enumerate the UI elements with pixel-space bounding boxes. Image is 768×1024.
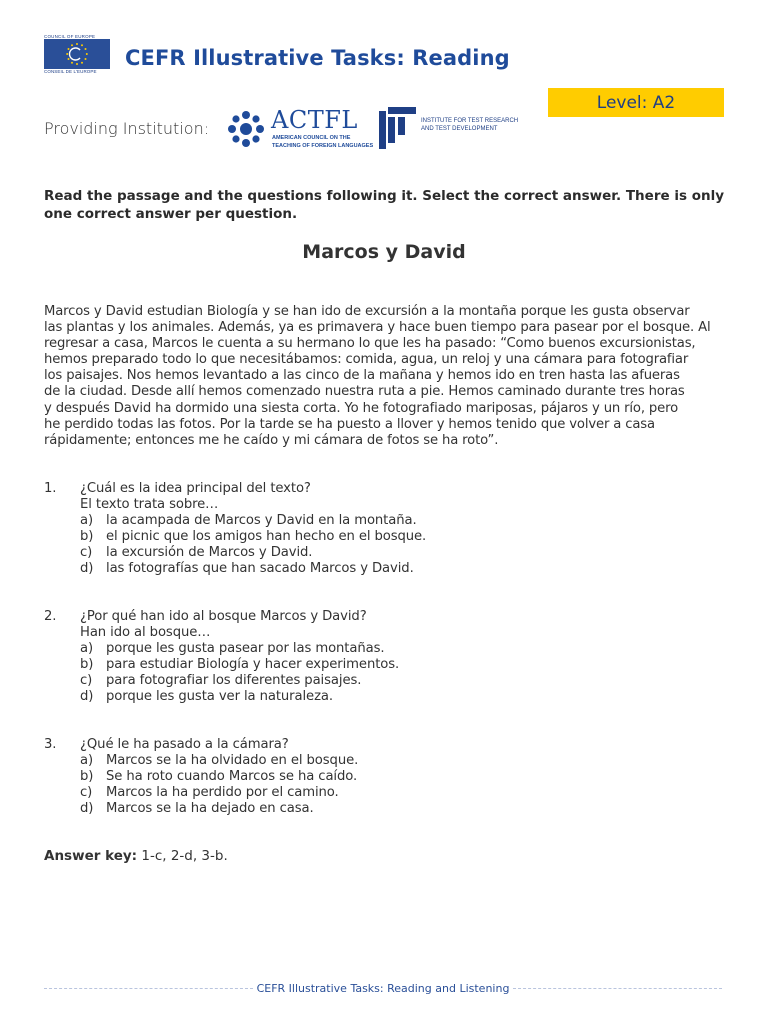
actfl-logo — [225, 106, 374, 153]
question-3 — [44, 737, 734, 817]
option-text: Se ha roto cuando Marcos se ha caído. — [106, 769, 358, 785]
passage-line: y después David ha dormido una siesta corta. Yo he fotografiado mariposas, pájaros y un río, pero — [44, 400, 679, 416]
option-text: Marcos se la ha olvidado en el bosque. — [106, 753, 359, 769]
actfl-subtitle-2: TEACHING OF FOREIGN LANGUAGES — [272, 143, 374, 149]
option-text: las fotografías que han sacado Marcos y David. — [106, 561, 414, 577]
answer-option[interactable] — [44, 785, 734, 801]
answer-key-value: 1-c, 2-d, 3-b. — [141, 848, 228, 864]
option-letter: a) — [80, 753, 94, 769]
answer-option[interactable] — [44, 561, 734, 577]
option-letter: a) — [80, 641, 94, 657]
option-letter: d) — [80, 689, 94, 705]
answer-option[interactable] — [44, 689, 734, 705]
option-letter: d) — [80, 561, 94, 577]
passage-line: rápidamente; entonces me he caído y mi cámara de fotos se ha roto”. — [44, 432, 499, 448]
org-name-top: COUNCIL OF EUROPE — [44, 34, 96, 39]
option-text: la excursión de Marcos y David. — [106, 545, 313, 561]
actfl-emblem-icon — [228, 111, 264, 147]
option-letter: c) — [80, 673, 93, 689]
option-letter: c) — [80, 545, 93, 561]
question-text: ¿Qué le ha pasado a la cámara? — [80, 737, 289, 752]
option-letter: b) — [80, 529, 94, 545]
question-text: ¿Cuál es la idea principal del texto? — [80, 481, 311, 496]
question-stem: Han ido al bosque… — [80, 625, 211, 641]
passage-title: Marcos y David — [302, 241, 466, 263]
answer-option[interactable] — [44, 513, 734, 529]
ittr-emblem-icon — [378, 107, 418, 149]
org-name-bottom: CONSEIL DE L'EUROPE — [44, 69, 97, 74]
option-text: el picnic que los amigos han hecho en el bosque. — [106, 529, 427, 545]
option-letter: d) — [80, 801, 94, 817]
answer-key — [44, 848, 228, 864]
question-stem: El texto trata sobre… — [80, 497, 219, 513]
answer-option[interactable] — [44, 529, 734, 545]
option-text: porque les gusta pasear por las montañas. — [106, 641, 385, 657]
passage-line: los paisajes. Nos hemos levantado a las cinco de la mañana y hemos ido en tren hasta las afueras — [44, 368, 680, 384]
option-letter: a) — [80, 513, 94, 529]
passage-line: Marcos y David estudian Biología y se han ido de excursión a la montaña porque les gusta observar — [44, 304, 690, 319]
answer-option[interactable] — [44, 673, 734, 689]
passage-line: he perdido todas las fotos. Por la tarde se ha puesto a llover y hemos tenido que volver a casa — [44, 416, 655, 432]
answer-option[interactable] — [44, 753, 734, 769]
passage-line: las plantas y los animales. Además, ya es primavera y hace buen tiempo para pasear por el bosque. Al — [44, 320, 711, 336]
question-text: ¿Por qué han ido al bosque Marcos y David? — [80, 609, 367, 624]
answer-option[interactable] — [44, 641, 734, 657]
ittr-name-1: INSTITUTE FOR TEST RESEARCH — [421, 118, 519, 124]
answer-key-label: Answer key: — [44, 848, 138, 864]
option-letter: b) — [80, 769, 94, 785]
question-2 — [44, 609, 734, 706]
footer-divider — [44, 988, 253, 989]
option-text: porque les gusta ver la naturaleza. — [106, 689, 333, 705]
option-letter: c) — [80, 785, 93, 801]
actfl-subtitle-1: AMERICAN COUNCIL ON THE — [272, 135, 351, 141]
question-1 — [44, 481, 734, 578]
footer-divider — [513, 988, 722, 989]
ittr-logo — [378, 107, 520, 149]
footer-text: CEFR Illustrative Tasks: Reading and Listening — [256, 981, 510, 995]
level-badge: Level: A2 — [548, 88, 724, 117]
page-title: CEFR Illustrative Tasks: Reading — [125, 46, 510, 70]
passage-line: hemos preparado todo lo que necesitábamos: comida, agua, un reloj y una cámara para fotografiar — [44, 352, 689, 368]
question-number: 2. — [44, 609, 57, 624]
passage-line: regresar a casa, Marcos le cuenta a su hermano lo que les ha pasado: “Como buenos excursionistas, — [44, 336, 696, 352]
ittr-name-2: AND TEST DEVELOPMENT — [421, 126, 498, 132]
eu-flag-icon — [44, 39, 110, 69]
option-text: para fotografiar los diferentes paisajes. — [106, 673, 362, 689]
footer — [44, 980, 722, 996]
question-number: 1. — [44, 481, 57, 496]
actfl-name: ACTFL — [271, 106, 358, 134]
option-letter: b) — [80, 657, 94, 673]
answer-option[interactable] — [44, 769, 734, 785]
answer-option[interactable] — [44, 657, 734, 673]
passage-line: de la ciudad. Desde allí hemos comenzado nuestra ruta a pie. Hemos caminado durante tres horas — [44, 384, 685, 400]
reading-passage — [44, 304, 734, 449]
question-number: 3. — [44, 737, 57, 752]
option-text: para estudiar Biología y hacer experimentos. — [106, 657, 400, 673]
option-text: Marcos se la ha dejado en casa. — [106, 801, 314, 817]
option-text: Marcos la ha perdido por el camino. — [106, 785, 339, 801]
provider-label: Providing Institution: — [44, 119, 210, 138]
council-of-europe-logo — [44, 34, 110, 80]
option-text: la acampada de Marcos y David en la montaña. — [106, 513, 417, 529]
instructions: Read the passage and the questions following it. Select the correct answer. There is only one correct answer per question. — [44, 188, 725, 222]
answer-option[interactable] — [44, 545, 734, 561]
answer-option[interactable] — [44, 801, 734, 817]
